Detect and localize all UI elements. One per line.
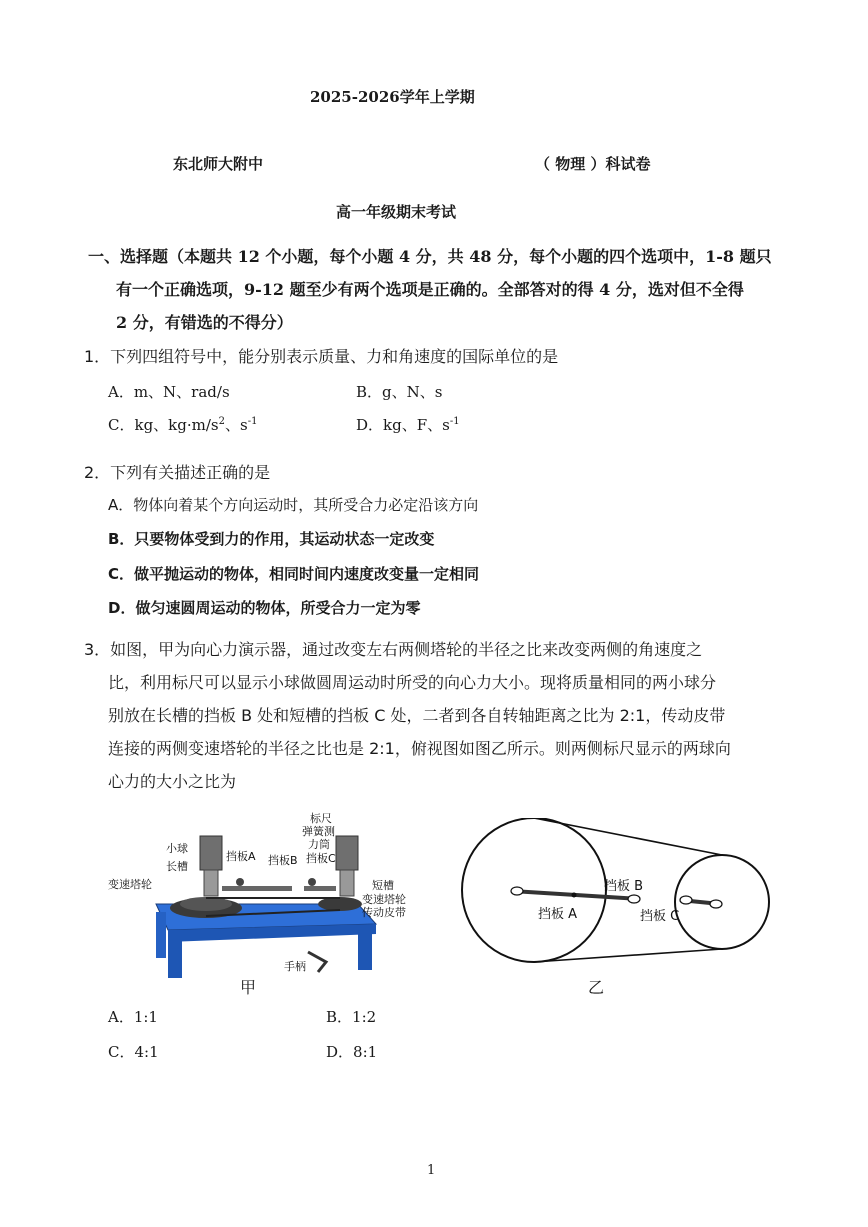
exam-year: 2025-2026学年上学期 [310,88,475,106]
label-tower-right: 变速塔轮 [362,893,406,906]
section-heading-line3: 2 分，有错选的不得分） [116,313,293,332]
label-spring1: 弹簧测 [302,825,335,838]
q2-stem: 2．下列有关描述正确的是 [84,463,271,482]
topview-label-baffle-b: 挡板 B [604,879,644,894]
label-spring2: 力筒 [308,838,330,851]
q3-option-a: A．1:1 [108,1008,158,1026]
q3-option-c: C．4:1 [108,1043,159,1061]
q3-line4: 连接的两侧变速塔轮的半径之比也是 2:1，俯视图如图乙所示。则两侧标尺显示的两球向 [108,739,731,758]
q1-option-d-sup: -1 [449,416,460,427]
fig-right-caption: 乙 [588,978,605,997]
label-baffle-b: 挡板B [268,854,298,867]
school-name: 东北师大附中 [173,155,264,173]
fig-left-caption: 甲 [240,978,257,997]
section-heading [88,240,808,339]
exam-title: 高一年级期末考试 [336,203,457,221]
q3-line1: 3．如图，甲为向心力演示器，通过改变左右两侧塔轮的半径之比来改变两侧的角速度之 [84,640,703,659]
section-heading-line1: 一、选择题（本题共 12 个小题，每个小题 4 分，共 48 分，每个小题的四个选项中，1-8 题只 [88,247,772,266]
topview-label-baffle-c: 挡板 C [640,909,680,924]
q2-option-b: B．只要物体受到力的作用，其运动状态一定改变 [108,530,435,548]
section-heading-line2: 有一个正确选项，9-12 题至少有两个选项是正确的。全部答对的得 4 分，选对但不全得 [116,280,744,299]
q2-option-c: C．做平抛运动的物体，相同时间内速度改变量一定相同 [108,565,480,583]
subject-title: （ 物理 ）科试卷 [535,155,651,173]
apparatus-figure [108,812,408,984]
q1-option-a: A．m、N、rad/s [108,383,230,401]
label-short-slot: 短槽 [372,879,394,892]
label-baffle-a: 挡板A [226,850,256,863]
q3-option-b: B．1:2 [326,1008,377,1026]
topview-label-baffle-a: 挡板 A [538,907,578,922]
q1-option-c-sup: 2 [218,416,225,427]
q3-option-d: D．8:1 [326,1043,378,1061]
label-baffle-c: 挡板C [306,852,336,865]
q1-option-d-text: D．kg、F、s [356,416,450,434]
q3-line3: 别放在长槽的挡板 B 处和短槽的挡板 C 处，二者到各自转轴距离之比为 2:1，传动皮带 [108,706,726,725]
q1-option-c-sup2: -1 [247,416,258,427]
q1-option-d [356,414,460,435]
label-long-slot: 长槽 [166,860,188,873]
label-ball: 小球 [166,842,188,855]
q2-option-d: D．做匀速圆周运动的物体，所受合力一定为零 [108,599,421,617]
page-number: 1 [427,1163,436,1178]
q1-option-c-mid: 、s [224,416,248,434]
q3-line2: 比，利用标尺可以显示小球做圆周运动时所受的向心力大小。现将质量相同的两小球分 [108,673,717,692]
label-belt: 传动皮带 [362,906,406,919]
q3-stem [84,633,794,798]
label-tower-left: 变速塔轮 [108,878,152,891]
q3-line5: 心力的大小之比为 [108,772,237,791]
q2-option-a: A．物体向着某个方向运动时，其所受合力必定沿该方向 [108,496,479,514]
q1-option-c [108,414,257,435]
top-view-figure [454,818,774,968]
label-ruler: 标尺 [310,812,332,825]
q1-stem: 1．下列四组符号中，能分别表示质量、力和角速度的国际单位的是 [84,347,559,366]
q1-option-b: B．g、N、s [356,383,443,401]
q1-option-c-text: C．kg、kg·m/s [108,416,219,434]
label-handle: 手柄 [284,960,306,973]
